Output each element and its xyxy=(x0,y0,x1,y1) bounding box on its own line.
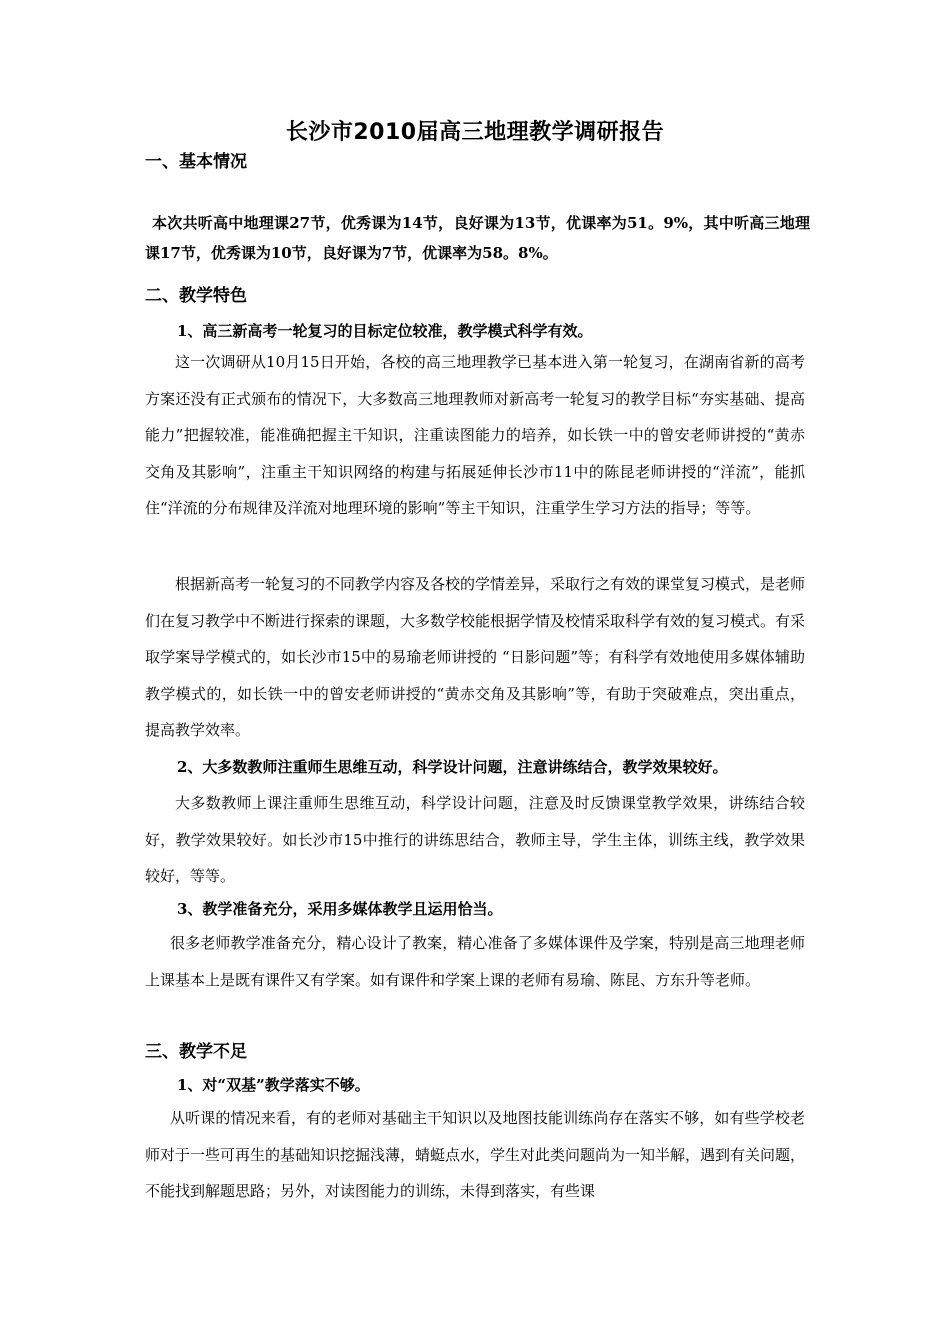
document-title: 长沙市2010届高三地理教学调研报告 xyxy=(285,120,665,145)
subheading-feature-3: 3、教学准备充分，采用多媒体教学且运用恰当。 xyxy=(177,900,503,918)
paragraph-feature-1b: 根据新高考一轮复习的不同教学内容及各校的学情差异，采取行之有效的课堂复习模式，是老师们在复习教学中不断进行探索的课题，大多数学校能根据学情及校情采取科学有效的复习模式。有采取学案导学模式的，如长沙市15中的易瑜老师讲授的 “日影问题”等；有科学有效地使用多媒体辅助教学模式的，如长铁一中的曾安老师讲授的“黄赤交角及其影响”等，有助于突破难点，突出重点，提高教学效率。 xyxy=(145,575,806,739)
subheading-feature-2: 2、大多数教师注重师生思维互动，科学设计问题，注意讲练结合，教学效果较好。 xyxy=(177,758,728,776)
section-heading-features: 二、教学特色 xyxy=(145,286,247,306)
section-heading-shortcomings: 三、教学不足 xyxy=(145,1042,247,1062)
paragraph-feature-2: 大多数教师上课注重师生思维互动，科学设计问题，注意及时反馈课堂教学效果，讲练结合较好，教学效果较好。如长沙市15中推行的讲练思结合，教师主导，学生主体，训练主线，教学效果较好，等等。 xyxy=(145,794,805,885)
basic-summary-paragraph xyxy=(145,208,810,268)
basic-summary-text: 本次共听高中地理课27节，优秀课为14节，良好课为13节，优课率为51。9%，其中听高三地理课17节，优秀课为10节，良好课为7节，优课率为58。8%。 xyxy=(145,214,810,262)
paragraph-shortcoming-1: 从听课的情况来看，有的老师对基础主干知识以及地图技能训练尚存在落实不够，如有些学校老师对于一些可再生的基础知识挖掘浅薄，蜻蜓点水，学生对此类问题尚为一知半解，遇到有关问题，不能找到解题思路；另外，对读图能力的训练，未得到落实，有些课 xyxy=(145,1109,806,1200)
subheading-feature-1: 1、高三新高考一轮复习的目标定位较准，教学模式科学有效。 xyxy=(177,322,593,340)
paragraph-feature-3: 很多老师教学准备充分，精心设计了教案，精心准备了多媒体课件及学案，特别是高三地理老师上课基本上是既有课件又有学案。如有课件和学案上课的老师有易瑜、陈昆、方东升等老师。 xyxy=(145,934,805,989)
subheading-shortcoming-1: 1、对“双基”教学落实不够。 xyxy=(177,1076,370,1094)
paragraph-feature-1a: 这一次调研从10月15日开始，各校的高三地理教学已基本进入第一轮复习，在湖南省新的高考方案还没有正式颁布的情况下，大多数高三地理教师对新高考一轮复习的教学目标“夯实基础、提高能力”把握较准，能准确把握主干知识，注重读图能力的培养，如长铁一中的曾安老师讲授的“黄赤交角及其影响”，注重主干知识网络的构建与拓展延伸长沙市11中的陈昆老师讲授的“洋流”，能抓住“洋流的分布规律及洋流对地理环境的影响”等主干知识，注重学生学习方法的指导；等等。 xyxy=(145,353,805,517)
section-heading-basic: 一、基本情况 xyxy=(145,152,247,172)
